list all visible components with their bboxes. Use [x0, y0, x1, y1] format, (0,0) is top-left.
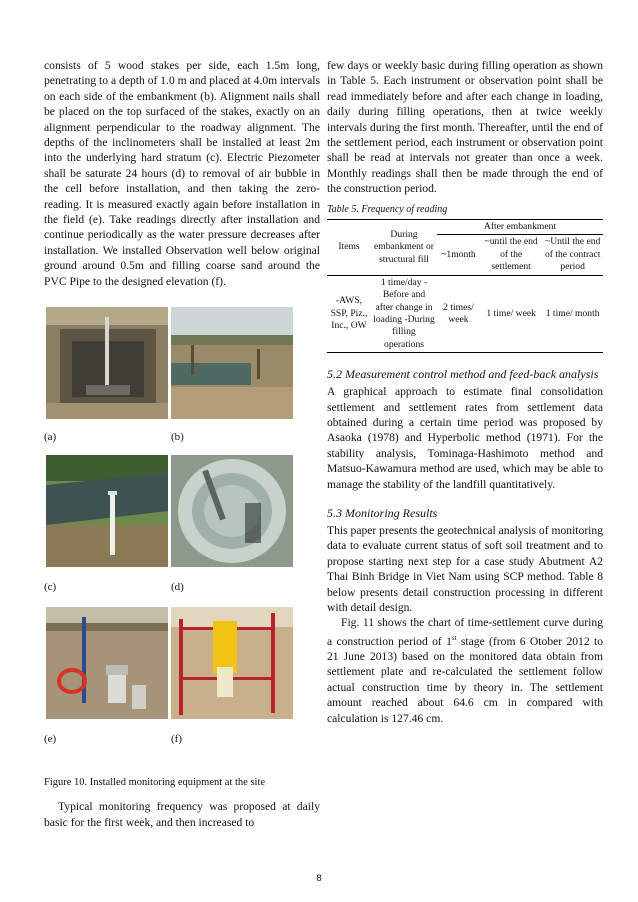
- photo-a-settlement-plate: [46, 307, 168, 419]
- photo-f-label: (f): [171, 733, 182, 746]
- fig-11-paragraph: [327, 615, 603, 726]
- table-cell-during: 1 time/day -Before and after change in loading -During filling operations: [373, 276, 435, 350]
- figure-10-caption: Figure 10. Installed monitoring equipment at the site: [44, 777, 266, 789]
- right-column: [327, 58, 603, 726]
- photo-e-label: (e): [44, 733, 57, 746]
- table-cell-settlement: 1 time/ week: [486, 307, 536, 319]
- photo-b-settlement-stakes: [171, 307, 293, 419]
- photo-a-label: (a): [44, 431, 57, 444]
- fig-11-text-a: Fig. 11 shows the chart of time-settlement curve during a construction period of 1: [327, 616, 603, 648]
- right-paragraph-1: few days or weekly basic during filling operation as shown in Table 5. Each instrument or observation point shall be read immediately before and after each change in loading, daily during filling operations, then at twice weekly intervals during the first month. Thereafter, until the end of the settlement period, each instrument or observation point shall be read at intervals not greater than once a week. Monthly readings shall then be made through the end of the construction period.: [327, 59, 603, 196]
- table-cell-contract: 1 time/ month: [545, 307, 600, 319]
- photo-d-piezometer-saturation: [171, 455, 293, 567]
- photo-c-label: (c): [44, 581, 57, 594]
- table-cell-1month: 2 times/ week: [443, 301, 474, 325]
- table-header-items: Items: [338, 241, 360, 253]
- section-5-2-heading: 5.2 Measurement control method and feed-back analysis: [327, 367, 599, 382]
- photo-e-piezometer-field: [46, 607, 168, 719]
- table-5-caption: Table 5. Frequency of reading: [327, 203, 448, 215]
- table-cell-items: -AWS, SSP, Piz., Inc., OW: [330, 295, 368, 332]
- left-column: [44, 58, 320, 830]
- fig-11-text-b: stage (from 6 Otober 2012 to 21 June 2013) based on the monitored data obtain from settlement plate and re-calculated the settlement follow actual construction time by theory in. The settlement amount reached about 64.6 cm in compared with calculation is 127.46 cm.: [327, 634, 604, 725]
- photo-c-inclinometer: [46, 455, 168, 567]
- table-header-until-settlement: ~until the end of the settlement: [484, 236, 538, 273]
- section-5-2-paragraph: A graphical approach to estimate final consolidation settlement and settlement rates from settlement data obtained during a certain time period was proposed by Asaoka (1978) and Hyperbolic method (1971). For the stability analysis, Tominaga-Hashimoto method and Matsuo-Kawamura method are used, which may be able to manage the stability of the landfill quantitatively.: [327, 385, 603, 491]
- page-number: 8: [316, 873, 322, 884]
- section-5-3-heading: 5.3 Monitoring Results: [327, 505, 438, 520]
- left-paragraph-2: Typical monitoring frequency was proposed at daily basic for the first week, and then increased to: [44, 800, 320, 829]
- table-header-until-contract: ~Until the end of the contract period: [544, 236, 601, 273]
- photo-d-label: (d): [171, 581, 184, 594]
- figure-10-photo-grid: [44, 307, 320, 777]
- table-header-1month: ~1month: [441, 248, 476, 260]
- photo-b-label: (b): [171, 431, 184, 444]
- photo-f-observation-well: [171, 607, 293, 719]
- table-5-frequency-of-reading: [327, 219, 603, 353]
- fig-11-superscript: st: [451, 633, 457, 642]
- table-header-after: After embankment: [437, 220, 603, 235]
- table-header-during: During embankment or structural fill: [374, 228, 434, 265]
- section-5-3-paragraph: This paper presents the geotechnical analysis of monitoring data to evaluate current status of soft soil treatment and to propose starting next step for a case study Abutment A2 Thai Binh Bridge in Viet Nam using SCP method. Table 8 below presents detail construction processing in different with detail design.: [327, 523, 603, 614]
- left-paragraph-1: consists of 5 wood stakes per side, each 1.5m long, penetrating to a depth of 1.0 m and placed at 4.0m intervals on each side of the embankment (b). Alignment nails shall be placed on the top surfaced of the stakes, exactly on an alignment perpendicular to the roadway alignment. The depths of the inclinometers shall be installed at least 2m into the underlying hard stratum (c). Electric Piezometer shall be saturate 24 hours (d) to removal of air bubble in the cell before installation, and then taking the zero-reading. It is measured exactly again before installation in the field (e). Take readings directly after installation and continue periodically as the water pressure decreases after installation. We installed Observation well below original ground around 0.5m and filling coarse sand around the PVC Pipe to the designed elevation (f).: [44, 59, 320, 288]
